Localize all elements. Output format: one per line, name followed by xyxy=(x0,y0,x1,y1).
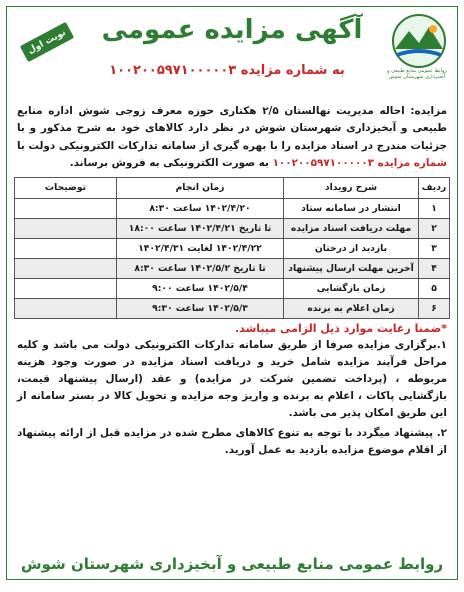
requirements-notice: *ضمنا رعایت موارد ذیل الزامی میباشد. xyxy=(234,321,447,335)
header-notes: توضیحات xyxy=(15,177,117,198)
cell-event: زمان بازگشایی xyxy=(284,278,419,298)
intro-auction-number: شماره مزایده ۱۰۰۲۰۰۵۹۷۱۰۰۰۰۰۳ xyxy=(268,157,447,170)
cell-time: ۱۴۰۲/۴/۲۲ لغایت ۱۴۰۲/۴/۳۱ xyxy=(117,238,284,258)
cell-time: ۱۴۰۲/۵/۴ ساعت ۹:۰۰ xyxy=(117,278,284,298)
cell-num: ۴ xyxy=(419,258,450,278)
footer-publisher: روابط عمومی منابع طبیعی و آبخیزداری شهرستان شوش xyxy=(20,555,444,573)
header-time: زمان انجام xyxy=(117,177,284,198)
cell-event: زمان اعلام به برنده xyxy=(284,298,419,318)
table-header-row xyxy=(15,177,450,198)
table-row xyxy=(15,218,450,238)
cell-num: ۵ xyxy=(419,278,450,298)
cell-event: آخرین مهلت ارسال پیشنهاد xyxy=(284,258,419,278)
clauses xyxy=(7,337,457,459)
cell-notes xyxy=(15,258,117,278)
logo-caption: روابط عمومی منابع طبیعی و آبخیزداری شهرستان شوش xyxy=(387,68,447,80)
clause-item: ۱.برگزاری مزایده صرفا از طریق سامانه تدارکات الکترونیکی دولت می باشد و کلیه مراحل فرآیند مزایده شامل خرید و دریافت اسناد مزایده در صورت وجود هزینه مربوطه ، (پرداخت تضمین شرکت در مزایده) و عقد (ارسال پیشنهاد قیمت، بازگشایی پاکات ، اعلام به برنده و واریز وجه مزایده و تحویل کالا در بستر سامانه از این طریق امکان پذیر می باشد. xyxy=(17,338,447,420)
cell-time: ۱۴۰۲/۵/۳ ساعت ۹:۳۰ xyxy=(117,298,284,318)
page-title: آگهی مزایده عمومی xyxy=(101,15,363,45)
cell-notes xyxy=(15,278,117,298)
cell-time: ۱۴۰۲/۴/۲۰ ساعت ۸:۳۰ xyxy=(117,198,284,218)
cell-time: تا تاریخ ۱۴۰۲/۵/۲ ساعت ۸:۳۰ xyxy=(117,258,284,278)
table-row xyxy=(15,258,450,278)
intro-text-end: به صورت الکترونیکی به فروش برساند. xyxy=(69,157,269,170)
header xyxy=(7,7,457,99)
cell-notes xyxy=(15,218,117,238)
header-event: شرح رویداد xyxy=(284,177,419,198)
natural-resources-logo-icon xyxy=(387,13,451,69)
cell-num: ۲ xyxy=(419,218,450,238)
cell-notes xyxy=(15,238,117,258)
schedule-table xyxy=(14,177,450,319)
cell-num: ۶ xyxy=(419,298,450,318)
round-badge: نوبت اول xyxy=(20,22,74,62)
table-row xyxy=(15,298,450,318)
cell-num: ۳ xyxy=(419,238,450,258)
advertisement-page xyxy=(6,6,458,580)
cell-num: ۱ xyxy=(419,198,450,218)
table-row xyxy=(15,238,450,258)
cell-time: تا تاریخ ۱۴۰۲/۴/۲۱ ساعت ۱۸:۰۰ xyxy=(117,218,284,238)
header-num: ردیف xyxy=(419,177,450,198)
cell-event: مهلت دریافت اسناد مزایده xyxy=(284,218,419,238)
cell-notes xyxy=(15,298,117,318)
cell-event: بازدید از درختان xyxy=(284,238,419,258)
cell-event: انتشار در سامانه ستاد xyxy=(284,198,419,218)
intro-text: مزایده: احاله مدیریت نهالستان ۲/۵ هکتاری حوزه معرف زوجی شوش اداره منابع طبیعی و آبخیزداری شهرستان شوش در نظر دارد کالاهای خود به شرح مذکور و با جزئیات مندرج در اسناد مزایده را با بهره گیری از سامانه تدارکات الکترونیکی دولت با xyxy=(17,105,447,152)
cell-notes xyxy=(15,198,117,218)
table-row xyxy=(15,198,450,218)
table-row xyxy=(15,278,450,298)
clause-item: ۲. پیشنهاد میگردد با توجه به تنوع کالاهای مطرح شده در مزایده قبل از ارائه پیشنهاد از اقلام موضوع مزایده بازدید به عمل آورید. xyxy=(17,426,447,456)
auction-number: به شماره مزایده ۱۰۰۲۰۰۵۹۷۱۰۰۰۰۰۳ xyxy=(109,63,345,78)
intro-paragraph xyxy=(7,99,457,173)
